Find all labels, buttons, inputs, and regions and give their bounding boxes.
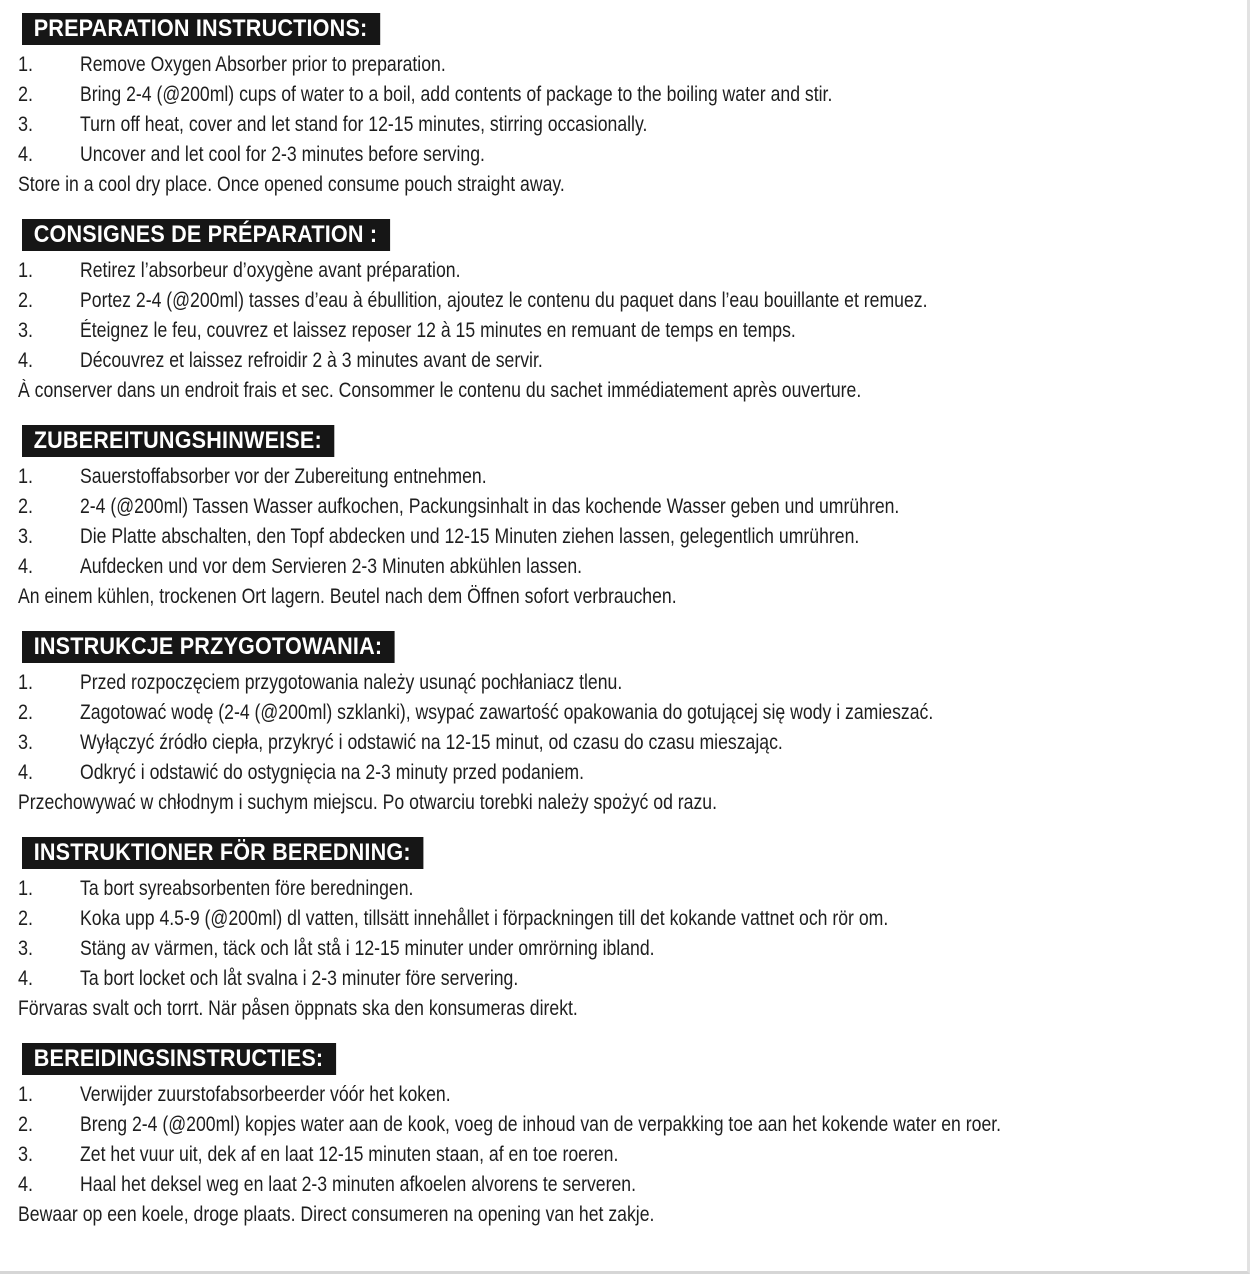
section-header-row	[22, 837, 1247, 869]
section-header-row	[22, 13, 1247, 45]
step-text: Remove Oxygen Absorber prior to preparation.	[80, 53, 446, 76]
step-text: Aufdecken und vor dem Servieren 2-3 Minuten abkühlen lassen.	[80, 555, 583, 578]
step-item	[0, 904, 1247, 934]
storage-note-swedish: Förvaras svalt och torrt. När påsen öppnats ska den konsumeras direkt.	[18, 997, 578, 1020]
step-item	[0, 1110, 1247, 1140]
step-number: 1.	[18, 877, 34, 900]
step-text: 2-4 (@200ml) Tassen Wasser aufkochen, Packungsinhalt in das kochende Wasser geben und umrühren.	[80, 495, 900, 518]
step-item	[0, 110, 1247, 140]
step-item	[0, 698, 1247, 728]
step-item	[0, 256, 1247, 286]
step-number: 4.	[18, 143, 34, 166]
step-number: 3.	[18, 731, 34, 754]
step-item	[0, 492, 1247, 522]
step-text: Zet het vuur uit, dek af en laat 12-15 minuten staan, af en toe roeren.	[80, 1143, 619, 1166]
section-preparation-swedish	[0, 837, 1247, 1024]
section-header-french: CONSIGNES DE PRÉPARATION :	[22, 219, 390, 251]
section-header-german: ZUBEREITUNGSHINWEISE:	[22, 425, 334, 457]
step-number: 2.	[18, 907, 34, 930]
storage-note-german: An einem kühlen, trockenen Ort lagern. Beutel nach dem Öffnen sofort verbrauchen.	[18, 585, 677, 608]
step-text: Zagotować wodę (2-4 (@200ml) szklanki), wsypać zawartość opakowania do gotującej się wody i zamieszać.	[80, 701, 934, 724]
step-number: 1.	[18, 1083, 34, 1106]
storage-note-english: Store in a cool dry place. Once opened consume pouch straight away.	[18, 173, 565, 196]
step-text: Die Platte abschalten, den Topf abdecken und 12-15 Minuten ziehen lassen, gelegentlich umrühren.	[80, 525, 860, 548]
step-number: 3.	[18, 113, 34, 136]
step-text: Haal het deksel weg en laat 2-3 minuten afkoelen alvorens te serveren.	[80, 1173, 636, 1196]
storage-note-polish: Przechowywać w chłodnym i suchym miejscu. Po otwarciu torebki należy spożyć od razu.	[18, 791, 718, 814]
step-text: Odkryć i odstawić do ostygnięcia na 2-3 minuty przed podaniem.	[80, 761, 584, 784]
step-number: 3.	[18, 1143, 34, 1166]
step-text: Bring 2-4 (@200ml) cups of water to a boil, add contents of package to the boiling water and stir.	[80, 83, 833, 106]
step-text: Przed rozpoczęciem przygotowania należy usunąć pochłaniacz tlenu.	[80, 671, 623, 694]
steps-list-swedish	[0, 874, 1247, 994]
step-item	[0, 964, 1247, 994]
storage-note-french: À conserver dans un endroit frais et sec. Consommer le contenu du sachet immédiatement après ouverture.	[18, 379, 862, 402]
section-header-english: PREPARATION INSTRUCTIONS:	[22, 13, 380, 45]
step-text: Ta bort locket och låt svalna i 2-3 minuter före servering.	[80, 967, 519, 990]
step-text: Portez 2-4 (@200ml) tasses d’eau à ébullition, ajoutez le contenu du paquet dans l’eau bouillante et remuez.	[80, 289, 928, 312]
step-text: Turn off heat, cover and let stand for 12-15 minutes, stirring occasionally.	[80, 113, 648, 136]
steps-list-english	[0, 50, 1247, 170]
step-item	[0, 286, 1247, 316]
step-number: 1.	[18, 53, 34, 76]
step-text: Retirez l’absorbeur d’oxygène avant préparation.	[80, 259, 461, 282]
step-item	[0, 1080, 1247, 1110]
step-text: Verwijder zuurstofabsorbeerder vóór het koken.	[80, 1083, 451, 1106]
step-item	[0, 758, 1247, 788]
step-number: 3.	[18, 937, 34, 960]
step-item	[0, 1140, 1247, 1170]
step-item	[0, 346, 1247, 376]
step-item	[0, 668, 1247, 698]
step-item	[0, 80, 1247, 110]
section-preparation-polish	[0, 631, 1247, 818]
storage-note-dutch: Bewaar op een koele, droge plaats. Direct consumeren na opening van het zakje.	[18, 1203, 655, 1226]
step-text: Ta bort syreabsorbenten före beredningen.	[80, 877, 414, 900]
step-item	[0, 728, 1247, 758]
section-header-dutch: BEREIDINGSINSTRUCTIES:	[22, 1043, 336, 1075]
step-text: Koka upp 4.5-9 (@200ml) dl vatten, tillsätt innehållet i förpackningen till det kokande vattnet och rör om.	[80, 907, 889, 930]
step-text: Breng 2-4 (@200ml) kopjes water aan de kook, voeg de inhoud van de verpakking toe aan het kokende water en roer.	[80, 1113, 1002, 1136]
section-header-row	[22, 631, 1247, 663]
section-preparation-dutch	[0, 1043, 1247, 1230]
step-text: Découvrez et laissez refroidir 2 à 3 minutes avant de servir.	[80, 349, 543, 372]
step-text: Sauerstoffabsorber vor der Zubereitung entnehmen.	[80, 465, 487, 488]
step-number: 2.	[18, 289, 34, 312]
step-number: 3.	[18, 525, 34, 548]
step-item	[0, 552, 1247, 582]
step-number: 4.	[18, 555, 34, 578]
section-header-row	[22, 219, 1247, 251]
step-text: Stäng av värmen, täck och låt stå i 12-15 minuter under omrörning ibland.	[80, 937, 655, 960]
section-header-row	[22, 425, 1247, 457]
step-item	[0, 50, 1247, 80]
step-item	[0, 1170, 1247, 1200]
step-item	[0, 522, 1247, 552]
step-item	[0, 874, 1247, 904]
step-number: 2.	[18, 1113, 34, 1136]
section-header-polish: INSTRUKCJE PRZYGOTOWANIA:	[22, 631, 395, 663]
step-number: 1.	[18, 671, 34, 694]
section-preparation-english	[0, 13, 1247, 200]
step-number: 4.	[18, 1173, 34, 1196]
step-number: 4.	[18, 349, 34, 372]
section-preparation-german	[0, 425, 1247, 612]
steps-list-dutch	[0, 1080, 1247, 1200]
step-text: Wyłączyć źródło ciepła, przykryć i odstawić na 12-15 minut, od czasu do czasu mieszając.	[80, 731, 783, 754]
section-header-row	[22, 1043, 1247, 1075]
section-header-swedish: INSTRUKTIONER FÖR BEREDNING:	[22, 837, 423, 869]
step-item	[0, 934, 1247, 964]
step-number: 2.	[18, 83, 34, 106]
step-number: 3.	[18, 319, 34, 342]
step-item	[0, 462, 1247, 492]
step-number: 1.	[18, 465, 34, 488]
steps-list-polish	[0, 668, 1247, 788]
step-text: Uncover and let cool for 2-3 minutes before serving.	[80, 143, 485, 166]
step-number: 4.	[18, 761, 34, 784]
step-number: 2.	[18, 495, 34, 518]
steps-list-french	[0, 256, 1247, 376]
step-item	[0, 140, 1247, 170]
step-number: 4.	[18, 967, 34, 990]
step-number: 1.	[18, 259, 34, 282]
step-text: Éteignez le feu, couvrez et laissez reposer 12 à 15 minutes en remuant de temps en temps.	[80, 319, 796, 342]
step-item	[0, 316, 1247, 346]
steps-list-german	[0, 462, 1247, 582]
step-number: 2.	[18, 701, 34, 724]
section-preparation-french	[0, 219, 1247, 406]
